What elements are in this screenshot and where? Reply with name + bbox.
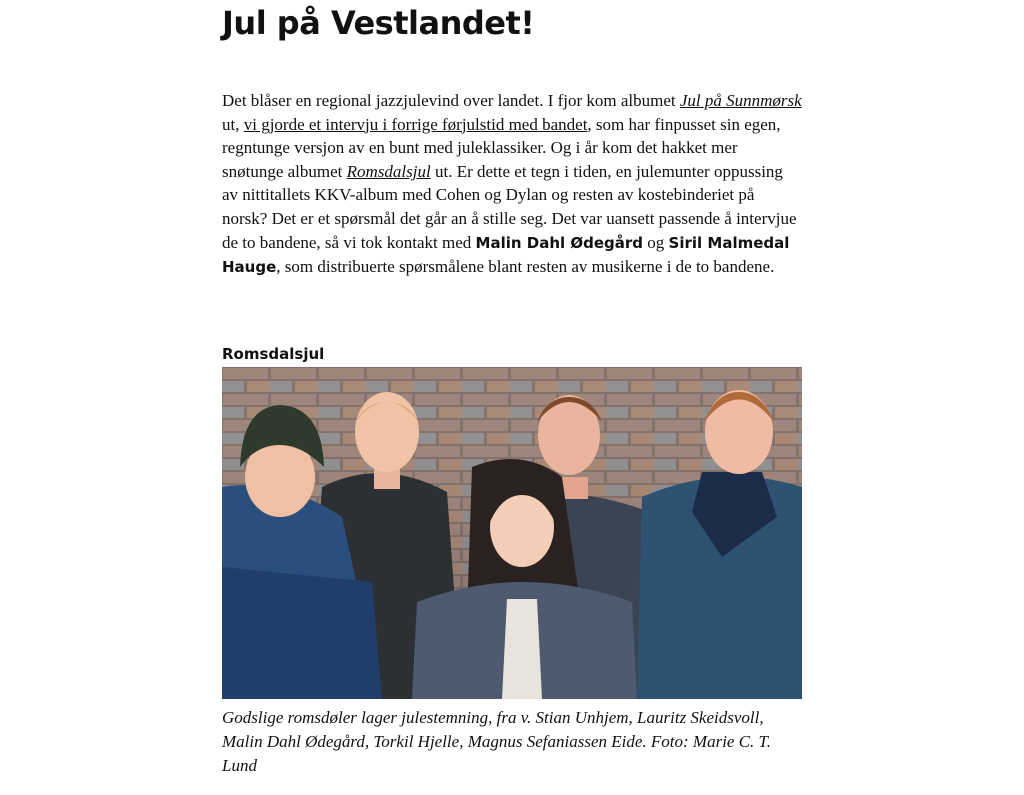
lead-text-4: ut. Er dette et tegn i tiden, en julemunter oppussing av nittitallets KKV-album med Cohen og Dylan og resten av kostebinderiet på norsk? Det er et spørsmål det går an å stille seg. Det var uansett passende å intervjue de to bandene, så vi tok kontakt med bbox=[222, 161, 797, 252]
lead-text-2: ut, bbox=[222, 114, 244, 134]
person-name-malin: Malin Dahl Ødegård bbox=[475, 233, 644, 252]
section-heading: Romsdalsjul bbox=[222, 345, 325, 363]
interview-link[interactable]: vi gjorde et intervju i forrige førjulstid med bandet bbox=[243, 114, 588, 134]
band-photo bbox=[222, 367, 802, 699]
album-link-jul-paa-sunnmorsk[interactable]: Jul på Sunnmørsk bbox=[679, 91, 802, 110]
lead-text-6: , som distribuerte spørsmålene blant resten av musikerne i de to bandene. bbox=[276, 257, 775, 277]
lead-paragraph bbox=[222, 89, 802, 280]
lead-text-1: Det blåser en regional jazzjulevind over landet. I fjor kom albumet bbox=[222, 91, 680, 110]
album-link-romsdalsjul[interactable]: Romsdalsjul bbox=[346, 161, 431, 181]
article-title: Jul på Vestlandet! bbox=[222, 4, 535, 42]
photo-caption: Godslige romsdøler lager julestemning, fra v. Stian Unhjem, Lauritz Skeidsvoll, Malin Dahl Ødegård, Torkil Hjelle, Magnus Sefaniassen Eide. Foto: Marie C. T. Lund bbox=[222, 708, 771, 775]
lead-text-3: , som har finpusset sin egen, regntunge versjon av en bunt med juleklassiker. Og i år kom det hakket mer snøtunge albumet bbox=[222, 114, 781, 181]
person-name-siril: Siril Malmedal Hauge bbox=[222, 233, 790, 277]
lead-text-5: og bbox=[643, 232, 669, 252]
